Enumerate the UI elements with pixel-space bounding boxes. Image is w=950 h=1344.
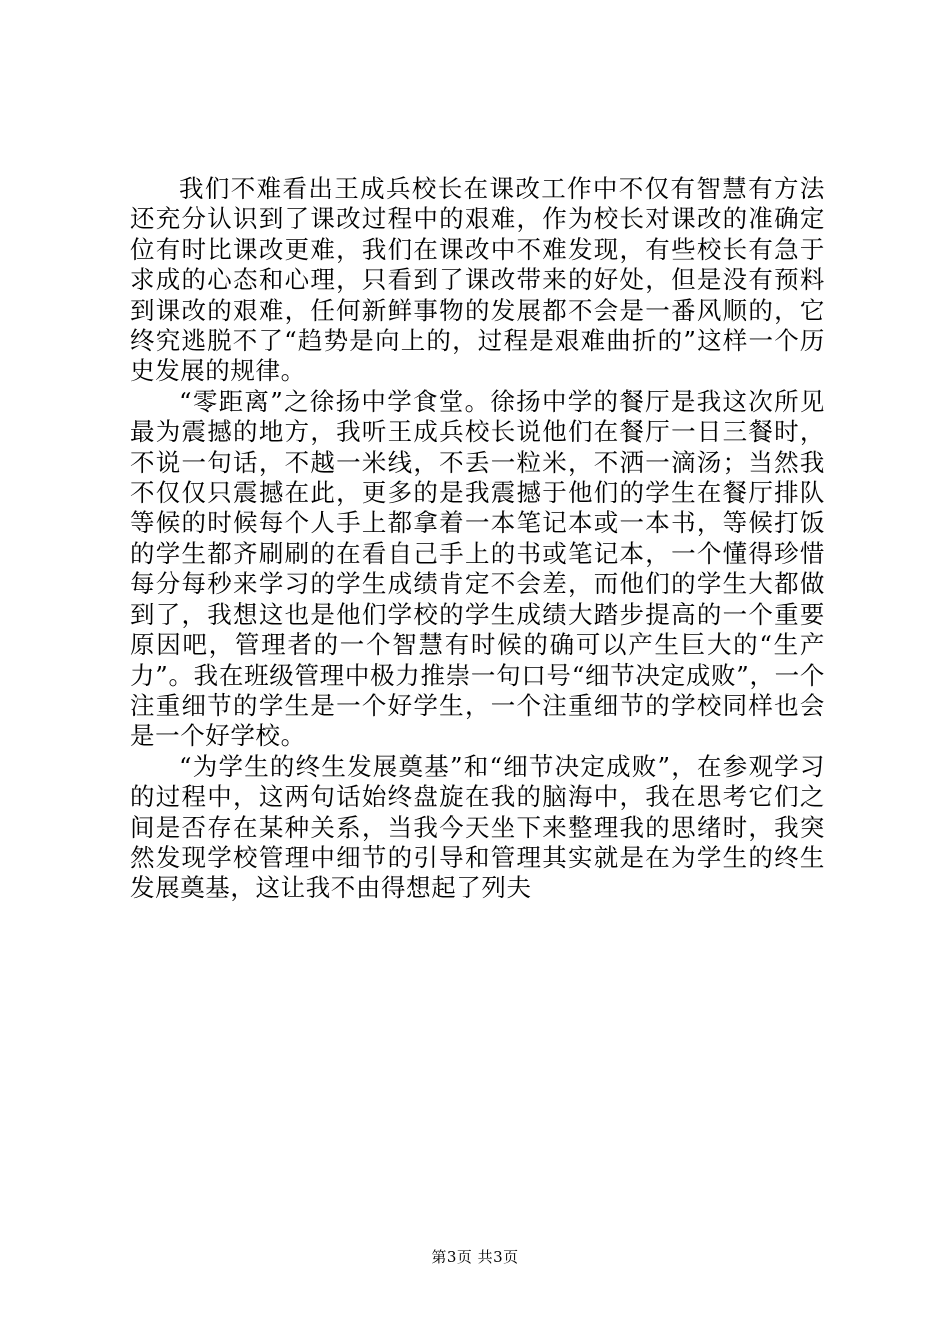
paragraph-3: “为学生的终生发展奠基”和“细节决定成败”，在参观学习的过程中，这两句话始终盘旋在我的脑海中，我在思考它们之间是否存在某种关系，当我今天坐下来整理我的思绪时，我突然发现学校管理中细节的引导和管理其实就是在为学生的终生发展奠基，这让我不由得想起了列夫 [130,751,825,903]
page-footer: 第3页 共3页 [431,1248,519,1266]
paragraph-1: 我们不难看出王成兵校长在课改工作中不仅有智慧有方法还充分认识到了课改过程中的艰难，作为校长对课改的准确定位有时比课改更难，我们在课改中不难发现，有些校长有急于求成的心态和心理，只看到了课改带来的好处，但是没有预料到课改的艰难，任何新鲜事物的发展都不会是一番风顺的，它终究逃脱不了“趋势是向上的，过程是艰难曲折的”这样一个历史发展的规律。 [130,174,825,386]
body-text [130,174,825,904]
paragraph-2: “零距离”之徐扬中学食堂。徐扬中学的餐厅是我这次所见最为震撼的地方，我听王成兵校长说他们在餐厅一日三餐时，不说一句话，不越一米线，不丢一粒米，不洒一滴汤；当然我不仅仅只震撼在此，更多的是我震撼于他们的学生在餐厅排队等候的时候每个人手上都拿着一本笔记本或一本书，等候打饭的学生都齐刷刷的在看自己手上的书或笔记本，一个懂得珍惜每分每秒来学习的学生成绩肯定不会差，而他们的学生大都做到了，我想这也是他们学校的学生成绩大踏步提高的一个重要原因吧，管理者的一个智慧有时候的确可以产生巨大的“生产力”。我在班级管理中极力推崇一句口号“细节决定成败”，一个注重细节的学生是一个好学生，一个注重细节的学校同样也会是一个好学校。 [130,386,825,751]
